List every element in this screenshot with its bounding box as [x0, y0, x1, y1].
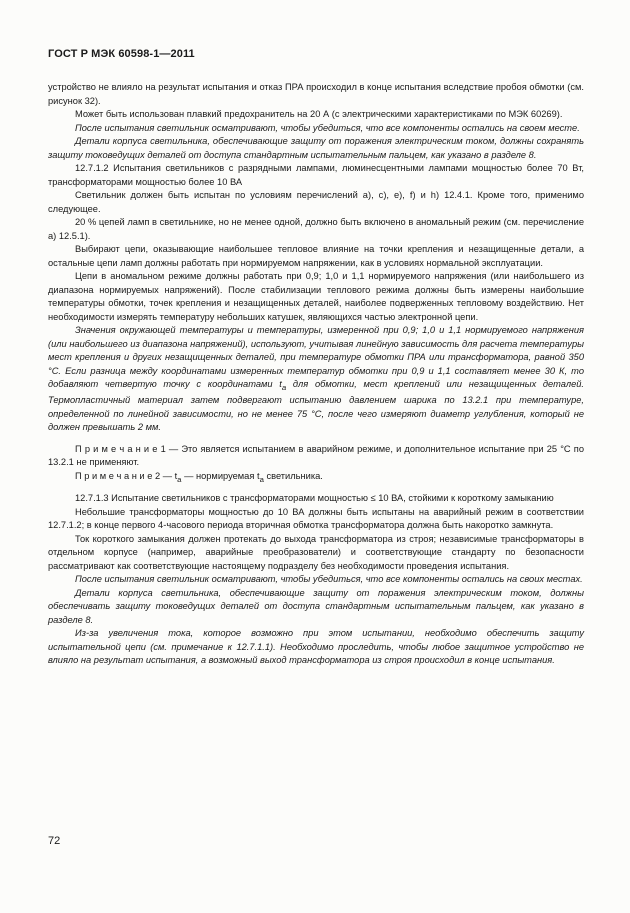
- document-header: ГОСТ Р МЭК 60598-1—2011: [48, 48, 195, 60]
- paragraph: Из-за увеличения тока, которое возможно при этом испытании, необходимо обеспечить защиту испытательной цепи (см. примечание к 12.7.1.1). Необходимо проследить, чтобы любое защитное устройство не влияло на результат испытания, а возможный выход трансформатора из строя происходил в конце испытания.: [48, 628, 584, 666]
- note-text: — Это является испытанием в аварийном режиме, и дополнительное испытание при 25 °С по 13.2.1 не применяют.: [48, 443, 584, 468]
- paragraph-text: Значения окружающей температуры и температуры, измеренной при 0,9; 1,0 и 1,1 нормируемого напряжения (или наибольшего из диапазона напряжений), используют, учитывая линейную зависимость для расчета температуры мест крепления и других незащищенных деталей, при температуре обмотки ПРА или трансформатора, равной 350 °С. Если разница между координатами измеренных температур обмотки при 0,9 и 1,1 составляет менее 30 К, то добавляют четвертую точку с координатами t: [48, 325, 584, 389]
- paragraph: [48, 324, 584, 435]
- note-label: П р и м е ч а н и е 2: [75, 470, 161, 481]
- paragraph: Детали корпуса светильника, обеспечивающие защиту от поражения электрическим током, должны сохранять защиту токоведущих деталей от доступа стандартным испытательным пальцем, как указано в разделе 8.: [48, 136, 584, 160]
- document-body: [48, 81, 584, 668]
- page-number: 72: [48, 835, 61, 847]
- paragraph: Может быть использован плавкий предохранитель на 20 А (с электрическими характеристиками по МЭК 60269).: [75, 109, 563, 119]
- paragraph: устройство не влияло на результат испытания и отказ ПРА происходил в конце испытания вследствие пробоя обмотки (см. рисунок 32).: [48, 82, 584, 106]
- note-2: [48, 470, 584, 486]
- paragraph: Ток короткого замыкания должен протекать до выхода трансформатора из строя; независимые трансформаторы в отдельном корпусе (например, аварийные преобразователи) и соответствующие стандарту по безопасности рассматривают как соответствующие настоящему подразделу без необходимости проведения испытания.: [48, 533, 584, 571]
- note-1: [48, 443, 584, 470]
- paragraph: После испытания светильник осматривают, чтобы убедиться, что все компоненты остались на своих местах.: [75, 574, 583, 585]
- paragraph: Выбирают цепи, оказывающие наибольшее тепловое влияние на точки крепления и незащищенные детали, а остальные цепи ламп должны работать при нормируемом напряжении, как в условиях нормальной эксплуатации.: [48, 244, 584, 268]
- section-heading: 12.7.1.3 Испытание светильников с трансформаторами мощностью ≤ 10 ВА, стойкими к короткому замыканию: [75, 493, 554, 504]
- note-text: светильника.: [263, 470, 323, 481]
- subscript: a: [281, 382, 287, 392]
- note-text: — t: [160, 470, 178, 481]
- paragraph: Светильник должен быть испытан по условиям перечислений а), с), е), f) и h) 12.4.1. Кроме того, применимо следующее.: [48, 190, 584, 214]
- subscript: a: [177, 474, 182, 484]
- paragraph: Детали корпуса светильника, обеспечивающие защиту от поражения электрическим током, должны обеспечивать защиту токоведущих деталей от доступа стандартным испытательным пальцем, как указано в разделе 8.: [48, 587, 584, 625]
- paragraph: Цепи в аномальном режиме должны работать при 0,9; 1,0 и 1,1 нормируемого напряжения (или наибольшего из диапазона нормируемых напряжений). После стабилизации теплового режима должны быть измерены наибольшие температуры обмотки, точек крепления и незащищенных деталей, наиболее подверженных тепловому воздействию. Нет необходимости измерять температуру небольших катушек, являющихся частью электронной цепи.: [48, 271, 584, 322]
- paragraph: 20 % цепей ламп в светильнике, но не менее одной, должно быть включено в аномальный режим (см. перечисление а) 12.5.1).: [48, 217, 584, 241]
- paragraph: После испытания светильник осматривают, чтобы убедиться, что все компоненты остались на своем месте.: [75, 122, 580, 133]
- paragraph-text: для обмотки, мест креплений или незащищенных деталей. Термопластичный материал затем подвергают испытанию давлением шарика по 13.2.1 при температуре, определенной по линейной зависимости, но не менее 75 °С, после чего измеряют диаметр углубления, который не должен превышать 2 мм.: [48, 379, 585, 433]
- note-text: — нормируемая t: [181, 470, 260, 481]
- section-heading: 12.7.1.2 Испытания светильников с разрядными лампами, люминесцентными лампами мощностью более 70 Вт, трансформаторами мощностью более 10 ВА: [48, 163, 584, 187]
- note-label: П р и м е ч а н и е 1: [75, 443, 166, 454]
- paragraph: Небольшие трансформаторы мощностью до 10 ВА должны быть испытаны на аварийный режим в соответствии 12.7.1.2; в конце первого 4-часового периода вторичная обмотка трансформатора должна быть накоротко замкнута.: [48, 506, 584, 531]
- subscript: a: [259, 474, 264, 484]
